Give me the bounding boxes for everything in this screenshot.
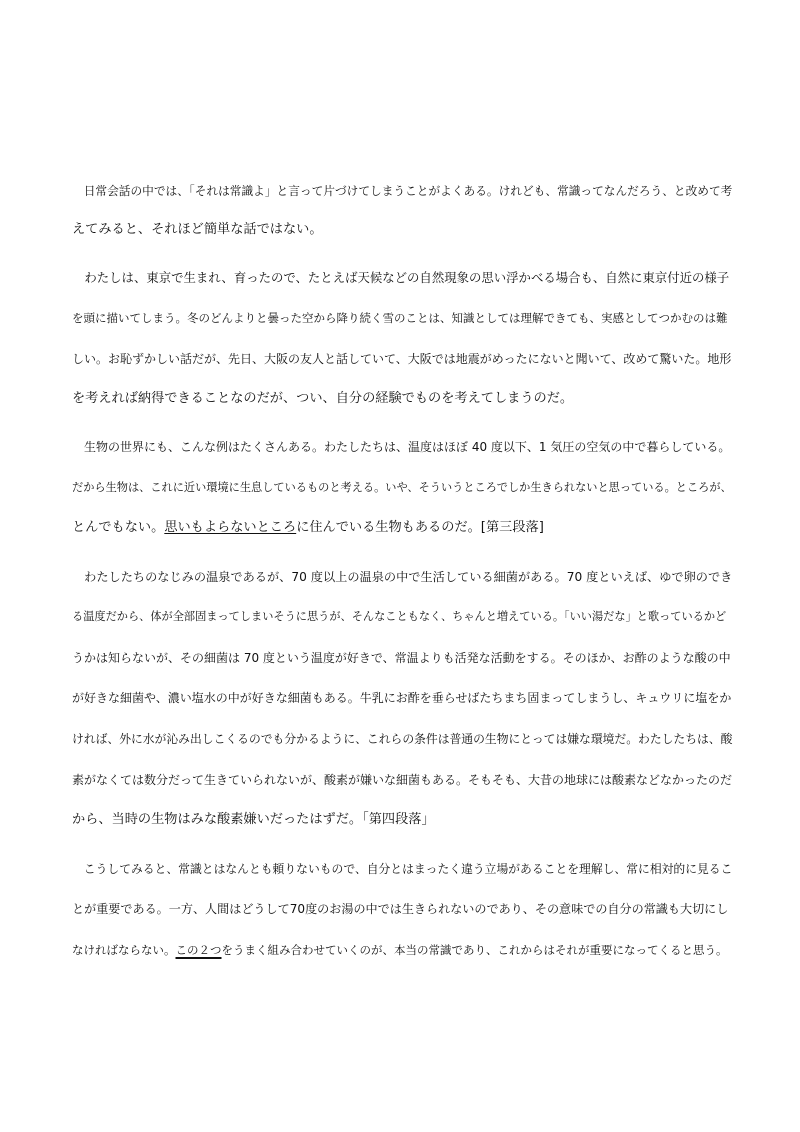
paragraph-4-line-1: わたしたちのなじみの温泉であるが、70 度以上の温泉の中で生活している細菌がある。70 度といえば、ゆで卵のでき [72,570,733,584]
paragraph-2-line-3: しい。お恥ずかしい話だが、先日、大阪の友人と話していて、大阪では地震がめったにないと聞いて、改めて驚いた。地形 [72,352,732,366]
paragraph-5-line-3-pre: なければならない。 [72,943,176,957]
paragraph-3-line-1: 生物の世界にも、こんな例はたくさんある。わたしたちは、温度はほぼ 40 度以下、1 気圧の空気の中で暮らしている。 [72,440,731,454]
paragraph-4-line-6: 素がなくては数分だって生きていられないが、酸素が嫌いな細菌もある。そもそも、大昔の地球には酸素などなかったのだ [72,773,733,787]
paragraph-5-line-3-post: をうまく組み合わせていくのが、本当の常識であり、これからはそれが重要になってくると思う。 [221,943,728,957]
paragraph-5-line-2: とが重要である。一方、人間はどうして70度のお湯の中では生きられないのであり、その意味での自分の常識も大切にし [72,902,729,916]
paragraph-3-line-3-pre: とんでもない。 [72,520,165,535]
paragraph-2-line-4: を考えれば納得できることなのだが、つい、自分の経験でものを考えてしまうのだ。 [72,391,574,406]
paragraph-3-line-3 [72,517,732,539]
paragraph-1-line-1: 日常会話の中では、「それは常識よ」と言って片づけてしまうことがよくある。けれども、常識ってなんだろう、と改めて考 [72,184,733,198]
paragraph-5-line-1: こうしてみると、常識とはなんとも頼りないもので、自分とはまったく違う立場があることを理解し、常に相対的に見るこ [72,862,733,876]
paragraph-3-line-3-post: に住んでいる生物もあるのだ。[第三段落] [296,520,544,535]
paragraph-1-line-2: えてみると、それほど簡単な話ではない。 [72,222,323,237]
paragraph-4-line-2: る温度だから、体が全部固まってしまいそうに思うが、そんなこともなく、ちゃんと増えている。「いい湯だな」と歌っているかど [72,610,727,623]
paragraph-2-line-2: を頭に描いてしまう。冬のどんよりと曇った空から降り続く雪のことは、知識としては理解できても、実感としてつかむのは難 [72,311,728,325]
paragraph-4-line-3: うかは知らないが、その細菌は 70 度という温度が好きで、常温よりも活発な活動をする。そのほか、お酢のような酸の中 [72,651,731,665]
paragraph-4-line-4: が好きな細菌や、濃い塩水の中が好きな細菌もある。牛乳にお酢を垂らせばたちまち固まってしまうし、キュウリに塩をか [72,691,732,705]
underlined-phrase-kono-futatsu: この２つ [175,943,222,957]
paragraph-5-line-3 [72,939,732,961]
paragraph-2-line-1: わたしは、東京で生まれ、育ったので、たとえば天候などの自然現象の思い浮かべる場合も、自然に東京付近の様子 [72,270,730,285]
paragraph-4-line-7: から、当時の生物はみな酸素嫌いだったはずだ。「第四段落」 [72,812,435,827]
underlined-phrase-omoimoyoranai: 思いもよらないところ [164,520,297,535]
paragraph-4-line-5: ければ、外に水が沁み出しこくるのでも分かるように、これらの条件は普通の生物にとっては嫌な環境だ。わたしたちは、酸 [72,732,733,746]
paragraph-3-line-2: だから生物は、これに近い環境に生息しているものと考える。いや、そういうところでしか生きられないと思っている。ところが、 [72,481,732,494]
